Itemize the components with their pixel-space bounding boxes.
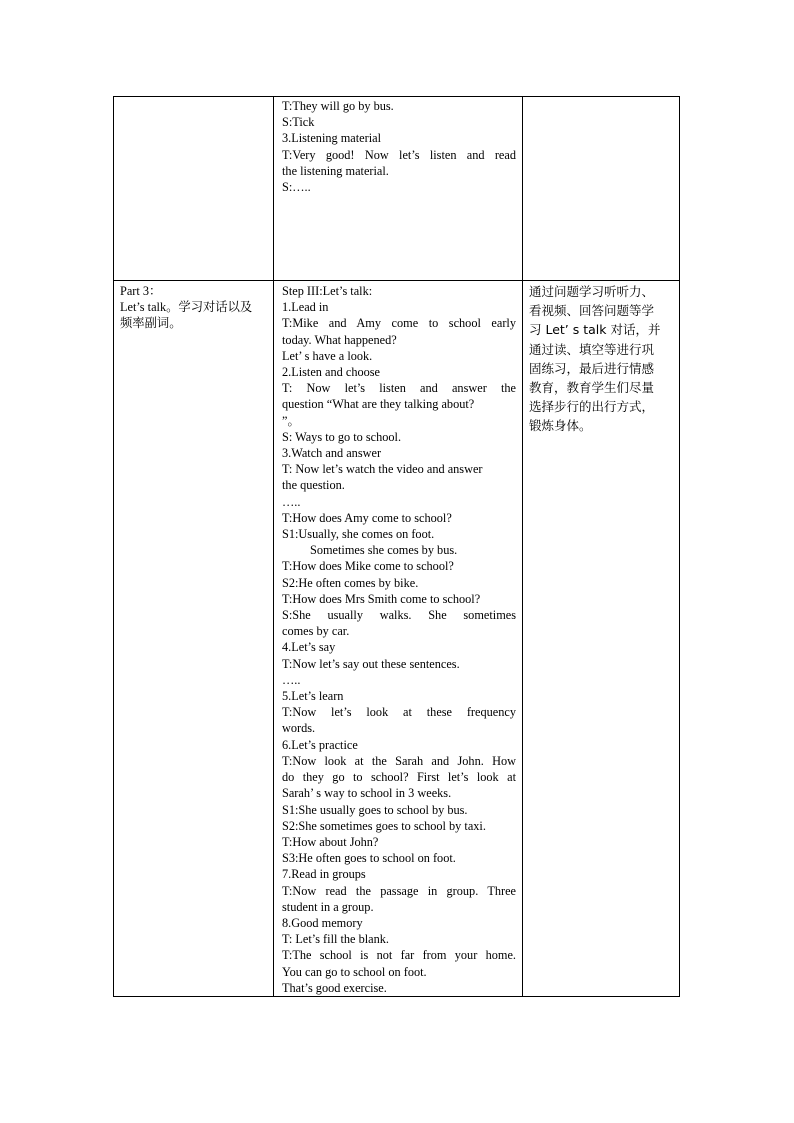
procedure-line: T:How does Mrs Smith come to school? bbox=[282, 591, 481, 606]
procedure-line: You can go to school on foot. bbox=[282, 964, 427, 979]
procedure-line: do they go to school? First let’s look at bbox=[282, 770, 516, 785]
procedure-line: 3.Watch and answer bbox=[282, 446, 382, 461]
procedure-line: T:Mike and Amy come to school early bbox=[282, 316, 516, 331]
purpose-line: 选择步行的出行方式， bbox=[529, 399, 655, 415]
procedure-line: T:Now read the passage in group. Three bbox=[282, 883, 516, 898]
procedure-line: S:She usually walks. She sometimes bbox=[282, 608, 516, 623]
procedure-line: 7.Read in groups bbox=[282, 867, 366, 882]
procedure-line: S1:She usually goes to school by bus. bbox=[282, 802, 468, 817]
procedure-line: S3:He often goes to school on foot. bbox=[282, 851, 456, 866]
procedure-line: 4.Let’s say bbox=[282, 640, 336, 655]
procedure-line: words. bbox=[282, 721, 316, 736]
row2-purpose-cell bbox=[529, 282, 677, 436]
procedure-line: Sarah’ s way to school in 3 weeks. bbox=[282, 786, 452, 801]
procedure-line: T:How does Amy come to school? bbox=[282, 510, 452, 525]
procedure-line: the question. bbox=[282, 478, 345, 493]
procedure-line: ….. bbox=[282, 494, 301, 509]
procedure-line: comes by car. bbox=[282, 624, 350, 639]
purpose-line: 锻炼身体。 bbox=[529, 418, 592, 434]
part-description: 频率副词。 bbox=[120, 316, 182, 331]
procedure-line: 2.Listen and choose bbox=[282, 365, 381, 380]
purpose-line: 教育，教育学生们尽量 bbox=[529, 380, 655, 396]
column-divider bbox=[273, 97, 274, 996]
procedure-line: student in a group. bbox=[282, 899, 374, 914]
procedure-line: S: Ways to go to school. bbox=[282, 429, 402, 444]
row-divider bbox=[114, 280, 679, 281]
procedure-line: 5.Let’s learn bbox=[282, 689, 344, 704]
part-title: Part 3： bbox=[120, 284, 162, 298]
row2-procedure-cell bbox=[282, 283, 516, 996]
procedure-line: T: Now let’s watch the video and answer bbox=[282, 462, 483, 477]
procedure-line: T:They will go by bus. bbox=[282, 99, 394, 113]
procedure-line: T:Now let’s say out these sentences. bbox=[282, 656, 460, 671]
procedure-line: That’s good exercise. bbox=[282, 980, 387, 995]
row1-procedure-cell bbox=[282, 98, 516, 195]
procedure-line: Let’ s have a look. bbox=[282, 348, 373, 363]
procedure-line: T:Now look at the Sarah and John. How bbox=[282, 753, 516, 768]
purpose-line: 习 Let’ s talk 对话，并 bbox=[529, 322, 661, 338]
purpose-line: 通过问题学习听听力、 bbox=[529, 284, 655, 299]
procedure-line: T: Let’s fill the blank. bbox=[282, 932, 389, 947]
procedure-line: the listening material. bbox=[282, 163, 389, 178]
procedure-line: T:Now let’s look at these frequency bbox=[282, 705, 516, 720]
part-description: Let’s talk。学习对话以及 bbox=[120, 300, 253, 315]
procedure-line: S2:She sometimes goes to school by taxi. bbox=[282, 818, 486, 833]
procedure-line: today. What happened? bbox=[282, 332, 397, 347]
procedure-line: Step III:Let’s talk: bbox=[282, 284, 373, 298]
procedure-line: Sometimes she comes by bus. bbox=[310, 543, 458, 558]
procedure-line: T: Now let’s listen and answer the bbox=[282, 381, 516, 396]
purpose-line: 通过读、填空等进行巩 bbox=[529, 341, 655, 357]
procedure-line: ”。 bbox=[282, 413, 300, 428]
purpose-line: 固练习，最后进行情感 bbox=[529, 360, 655, 376]
row2-part-cell bbox=[120, 283, 270, 332]
procedure-line: T:How about John? bbox=[282, 834, 379, 849]
procedure-line: T:The school is not far from your home. bbox=[282, 948, 516, 963]
procedure-line: 3.Listening material bbox=[282, 131, 382, 146]
procedure-line: ….. bbox=[282, 672, 301, 687]
column-divider bbox=[522, 97, 523, 996]
purpose-line: 看视频、回答问题等学 bbox=[529, 303, 655, 319]
procedure-line: 8.Good memory bbox=[282, 915, 363, 930]
procedure-line: 6.Let’s practice bbox=[282, 737, 358, 752]
procedure-line: S1:Usually, she comes on foot. bbox=[282, 527, 435, 542]
procedure-line: 1.Lead in bbox=[282, 300, 329, 315]
procedure-line: S2:He often comes by bike. bbox=[282, 575, 419, 590]
procedure-line: S:Tick bbox=[282, 115, 315, 130]
procedure-line: S:….. bbox=[282, 180, 311, 195]
procedure-line: T:How does Mike come to school? bbox=[282, 559, 454, 574]
procedure-line: question “What are they talking about? bbox=[282, 397, 475, 412]
lesson-plan-table bbox=[113, 96, 680, 997]
procedure-line: T:Very good! Now let’s listen and read bbox=[282, 147, 516, 162]
